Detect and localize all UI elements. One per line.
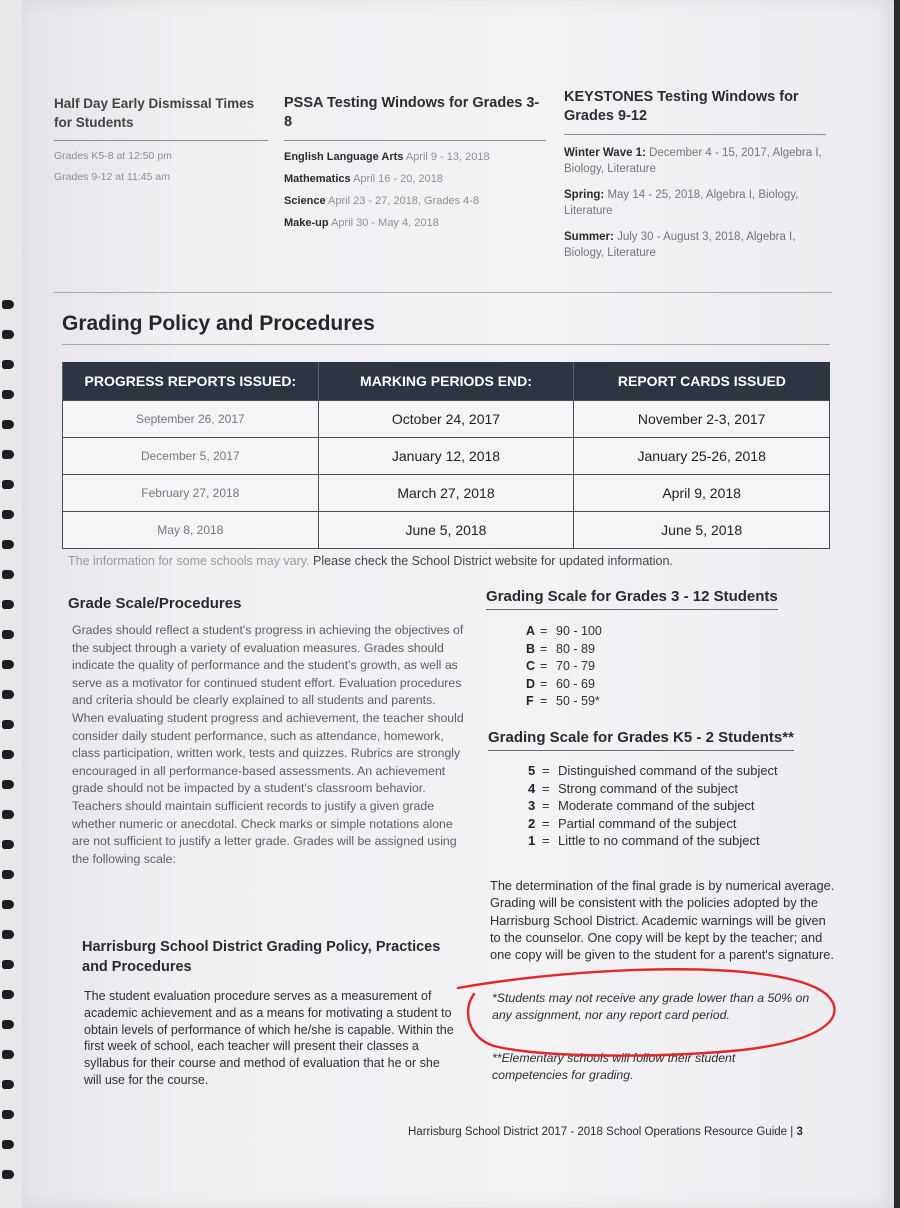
table-cell: December 5, 2017	[63, 438, 319, 475]
footer-text: Harrisburg School District 2017 - 2018 School Operations Resource Guide |	[408, 1126, 797, 1138]
grade-letter: F	[526, 694, 534, 708]
binding-coil	[2, 1110, 14, 1119]
list-item: D = 60 - 69	[526, 676, 602, 694]
keystones-dates: December 4 - 15, 2017, Algebra I, Biology, Literature	[564, 147, 822, 175]
section-divider	[54, 292, 832, 293]
info-note-part1: The information for some schools may vary.	[68, 554, 310, 568]
grade-range: 90 - 100	[556, 624, 602, 638]
keystones-title: KEYSTONES Testing Windows for Grades 9-12	[564, 89, 799, 124]
binding-coil	[2, 510, 14, 519]
grade-letter: D	[526, 676, 536, 691]
binding-coil	[2, 480, 14, 489]
keystones-wave: Summer:	[564, 231, 614, 243]
list-item: 5 = Distinguished command of the subject	[528, 763, 778, 778]
keystones-dates: July 30 - August 3, 2018, Algebra I, Biology, Literature	[564, 231, 796, 259]
table-cell: January 12, 2018	[318, 438, 574, 475]
binding-coil	[2, 570, 14, 579]
divider	[564, 134, 826, 135]
document-page	[22, 0, 894, 1208]
table-cell: January 25-26, 2018	[574, 438, 830, 475]
footnote-minimum-grade: *Students may not receive any grade lower than a 50% on any assignment, nor any report card period.	[492, 991, 810, 1022]
table-row	[63, 401, 830, 438]
table-row	[63, 438, 830, 475]
binding-coil	[2, 630, 14, 639]
binding-coil	[2, 360, 14, 369]
dismissal-times-column	[54, 94, 268, 183]
dismissal-line: Grades K5-8 at 12:50 pm	[54, 150, 172, 162]
policy-heading: Harrisburg School District Grading Policy, Practices and Procedures	[82, 939, 441, 975]
grade-number: 3	[528, 798, 536, 813]
grade-description: Distinguished command of the subject	[558, 763, 778, 778]
table-cell: May 8, 2018	[63, 512, 319, 549]
grade-number: 4	[528, 780, 536, 796]
list-item: 2 = Partial command of the subject	[528, 815, 737, 831]
binding-coil	[2, 780, 14, 789]
scale-k5-2-list	[528, 762, 778, 850]
table-header-report-cards: REPORT CARDS ISSUED	[574, 362, 830, 401]
binding-coil	[2, 540, 14, 549]
grade-description: Little to no command of the subject	[558, 833, 760, 848]
keystones-item	[564, 145, 826, 177]
grade-range: 60 - 69	[556, 676, 595, 691]
keystones-item	[564, 187, 826, 219]
page-number: 3	[796, 1126, 803, 1138]
table-cell: June 5, 2018	[318, 512, 574, 549]
grade-description: Strong command of the subject	[558, 780, 738, 796]
marking-periods-table	[62, 362, 830, 549]
list-item: F = 50 - 59*	[526, 693, 602, 711]
binding-coil	[2, 420, 14, 429]
table-cell: March 27, 2018	[318, 475, 574, 512]
pssa-dates: April 16 - 20, 2018	[353, 173, 443, 185]
table-row	[63, 512, 830, 549]
grade-number: 1	[528, 833, 536, 848]
grade-scale-paragraph: Grades should reflect a student's progress in achieving the objectives of the subject through a variety of evaluation measures. Grades should indicate the quality of performance and the student's growth, as well as serve as a motivator for continued student effort. Evaluation procedures and criteria should be clearly explained to all students and parents. When evaluating student progress and achievement, the teacher should consider daily student performance, such as attendance, homework, class participation, written work, tests and quizzes. Rubrics are strongly encouraged in all performance-based assessments. An achievement grade should not be impacted by a student's classroom behavior. Teachers should maintain sufficient records to justify a given grade whether numeric or anecdotal. Check marks or simple notations alone are not sufficient to justify a letter grade. Grades will be assigned using the following scale:	[72, 623, 464, 866]
binding-coil	[2, 930, 14, 939]
binding-coil	[2, 1170, 14, 1179]
binding-coil	[2, 720, 14, 729]
list-item: 1 = Little to no command of the subject	[528, 833, 760, 848]
dismissal-line: Grades 9-12 at 11:45 am	[54, 171, 170, 183]
table-header-marking: MARKING PERIODS END:	[318, 362, 574, 401]
binding-coil	[2, 870, 14, 879]
grade-description: Moderate command of the subject	[558, 798, 755, 813]
table-header-progress: PROGRESS REPORTS ISSUED:	[63, 362, 319, 401]
section-divider	[62, 344, 830, 345]
list-item: 4 = Strong command of the subject	[528, 780, 738, 796]
keystones-item	[564, 229, 826, 261]
binding-coil	[2, 300, 14, 309]
binding-coil	[2, 390, 14, 399]
table-cell: November 2-3, 2017	[574, 401, 830, 438]
keystones-column	[564, 88, 826, 261]
keystones-wave: Spring:	[564, 189, 605, 201]
table-cell: June 5, 2018	[574, 512, 830, 549]
section-title: Grading Policy and Procedures	[62, 312, 375, 335]
binding-coil	[2, 840, 14, 849]
page-footer	[408, 1126, 803, 1138]
binding-coil	[2, 690, 14, 699]
list-item: C = 70 - 79	[526, 658, 602, 676]
list-item: B = 80 - 89	[526, 641, 602, 659]
list-item: 3 = Moderate command of the subject	[528, 798, 755, 813]
list-item: A = 90 - 100	[526, 623, 602, 641]
binding-coil	[2, 990, 14, 999]
binding-coil	[2, 1080, 14, 1089]
divider	[54, 140, 268, 141]
pssa-column	[284, 94, 546, 229]
info-note	[68, 554, 673, 568]
binding-coil	[2, 330, 14, 339]
pssa-item	[284, 173, 546, 185]
binding-coil	[2, 1050, 14, 1059]
grade-range: 70 - 79	[556, 659, 595, 673]
final-grade-paragraph: The determination of the final grade is by numerical average. Grading will be consistent with the policies adopted by the Harrisburg School District. Academic warnings will be given to the counselor. One copy will be kept by the teacher; and one copy will be given to the student for a parent's signature.	[490, 878, 835, 963]
table-cell: October 24, 2017	[318, 401, 574, 438]
dismissal-title: Half Day Early Dismissal Times for Students	[54, 96, 255, 130]
pssa-dates: April 9 - 13, 2018	[405, 151, 490, 163]
grade-scale-heading: Grade Scale/Procedures	[68, 595, 242, 612]
binding-coil	[2, 960, 14, 969]
table-cell: February 27, 2018	[63, 475, 319, 512]
grade-description: Partial command of the subject	[558, 815, 737, 831]
footnote-elementary: **Elementary schools will follow their student competencies for grading.	[492, 1051, 736, 1082]
pssa-item	[284, 151, 546, 163]
table-cell: September 26, 2017	[63, 401, 319, 438]
grade-letter: B	[526, 641, 536, 656]
scale-3-12-list	[526, 623, 602, 711]
pssa-subject: Science	[284, 195, 326, 207]
pssa-subject: Make-up	[284, 217, 329, 229]
scale-k5-2-heading: Grading Scale for Grades K5 - 2 Students**	[488, 729, 794, 751]
info-note-part2: Please check the School District website for updated information.	[309, 554, 673, 568]
pssa-item	[284, 195, 546, 207]
binding-coil	[2, 1020, 14, 1029]
binding-coil	[2, 750, 14, 759]
pssa-title: PSSA Testing Windows for Grades 3-8	[284, 95, 540, 130]
grade-letter: A	[526, 624, 536, 638]
binding-coil	[2, 450, 14, 459]
pssa-subject: English Language Arts	[284, 151, 404, 163]
divider	[284, 140, 546, 141]
binding-coil	[2, 900, 14, 909]
keystones-dates: May 14 - 25, 2018, Algebra I, Biology, Literature	[564, 189, 799, 217]
pssa-subject: Mathematics	[284, 173, 351, 185]
pssa-item	[284, 217, 546, 229]
table-cell: April 9, 2018	[574, 475, 830, 512]
grade-letter: C	[526, 659, 536, 673]
grade-number: 5	[528, 763, 536, 778]
grade-number: 2	[528, 815, 536, 831]
grade-range: 80 - 89	[556, 641, 595, 656]
table-row	[63, 475, 830, 512]
pssa-dates: April 23 - 27, 2018, Grades 4-8	[328, 195, 480, 207]
binding-coil	[2, 810, 14, 819]
binding-coil	[2, 660, 14, 669]
scale-3-12-heading: Grading Scale for Grades 3 - 12 Students	[486, 588, 778, 610]
grade-range: 50 - 59*	[556, 694, 600, 708]
policy-paragraph: The student evaluation procedure serves as a measurement of academic achievement and as a means for motivating a student to obtain levels of performance of which he/she is capable. Within the first week of school, each teacher will present their classes a syllabus for their course and method of evaluation that he or she will use for the course.	[84, 989, 454, 1087]
binding-coil	[2, 600, 14, 609]
binding-coil	[2, 1140, 14, 1149]
pssa-dates: April 30 - May 4, 2018	[331, 217, 439, 229]
keystones-wave: Winter Wave 1:	[564, 147, 646, 159]
